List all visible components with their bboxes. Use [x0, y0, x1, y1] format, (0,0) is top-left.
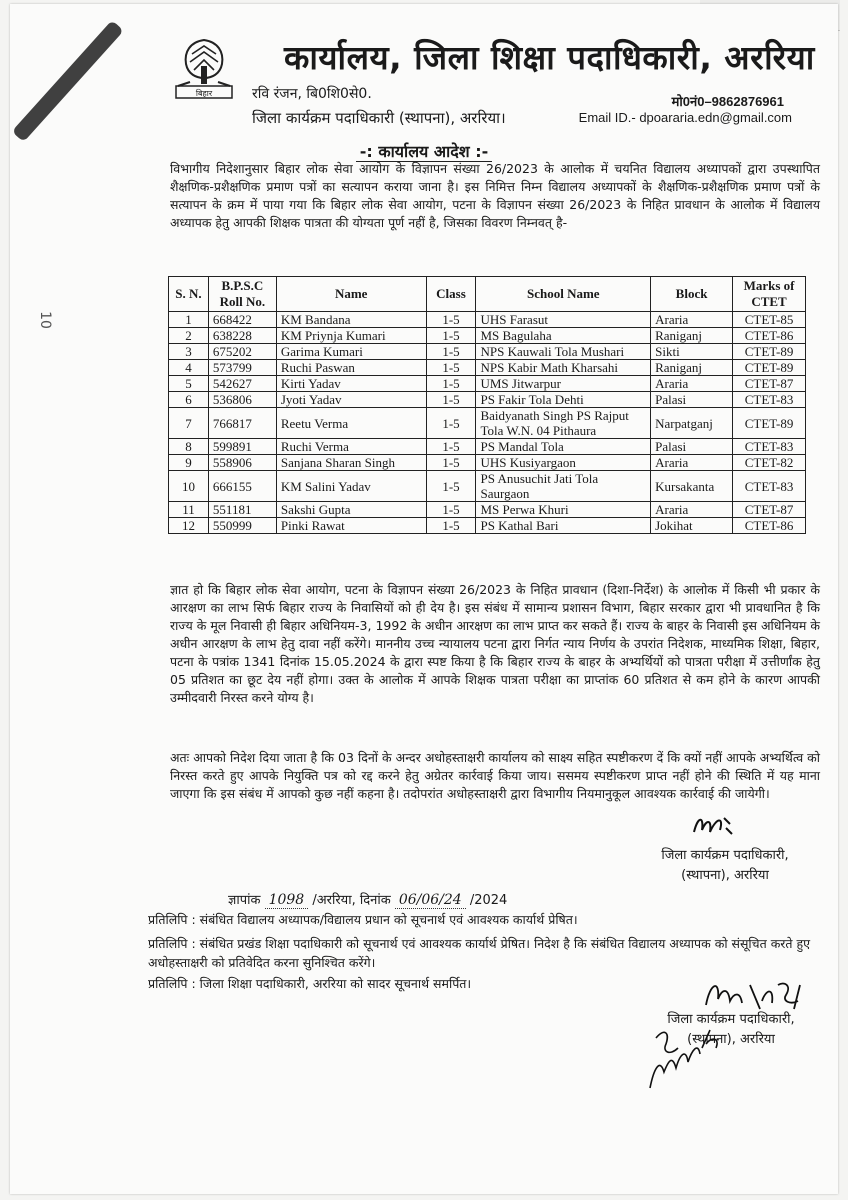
- cell-name: KM Salini Yadav: [276, 471, 426, 502]
- cell-class: 1-5: [426, 392, 476, 408]
- table-row: [169, 471, 806, 502]
- cell-class: 1-5: [426, 518, 476, 534]
- cell-name: Reetu Verma: [276, 408, 426, 439]
- cell-marks: CTET-83: [733, 471, 806, 502]
- cell-name: Ruchi Verma: [276, 439, 426, 455]
- cell-marks: CTET-89: [733, 360, 806, 376]
- cell-sn: 11: [169, 502, 209, 518]
- signatory-designation-2: जिला कार्यक्रम पदाधिकारी,: [667, 1012, 795, 1027]
- memo-date: 06/06/24: [395, 892, 466, 909]
- table-row: [169, 439, 806, 455]
- office-title: कार्यालय, जिला शिक्षा पदाधिकारी, अररिया: [284, 38, 815, 77]
- cell-sn: 6: [169, 392, 209, 408]
- cell-marks: CTET-85: [733, 312, 806, 328]
- cell-marks: CTET-83: [733, 392, 806, 408]
- cell-sn: 12: [169, 518, 209, 534]
- officer-name: रवि रंजन, बि0शि0से0.: [252, 86, 372, 102]
- cell-block: Sikti: [651, 344, 733, 360]
- cell-name: Pinki Rawat: [276, 518, 426, 534]
- paragraph-directive: अतः आपको निदेश दिया जाता है कि 03 दिनों के अन्दर अधोहस्ताक्षरी कार्यालय को साक्ष्य सहित स्पष्टीकरण दें कि क्यों नहीं आपके अभ्यर्थित्व को निरस्त करते हुए आपके नियुक्ति पत्र को रद्द करने हेतु अग्रेतर कार्रवाई किया जाय। ससमय स्पष्टीकरण प्राप्त नहीं होने की स्थिति में यह माना जाएगा कि इस संबंध में आपको कुछ नहीं कहना है। तदोपरांत अधोहस्ताक्षरी द्वारा विभागीय नियमानुकूल आवश्यक कार्रवाई की जायेगी।: [170, 750, 820, 801]
- cell-sn: 5: [169, 376, 209, 392]
- table-row: [169, 392, 806, 408]
- teacher-table: [168, 276, 806, 534]
- margin-page-mark: 10: [36, 311, 53, 329]
- cell-sn: 3: [169, 344, 209, 360]
- paragraph-intro: विभागीय निदेशानुसार बिहार लोक सेवा आयोग के विज्ञापन संख्या 26/2023 के आलोक में चयनित विद्यालय अध्यापकों द्वारा उपस्थापित शैक्षणिक-प्रशैक्षणिक प्रमाण पत्रों का सत्यापन कराया जाना है। इस निमित्त निम्न विद्यालय अध्यापकों के शैक्षणिक-प्रशैक्षणिक प्रमाण पत्रों के सत्यापन के क्रम में पाया गया कि बिहार लोक सेवा आयोग, पटना के विज्ञापन संख्या 26/2023 के निहित प्रावधान के आलोक में विद्यालय अध्यापक हेतु आपकी शिक्षक पात्रता की योग्यता पूर्ण नहीं है, जिसका विवरण निम्नवत् है-: [170, 161, 820, 230]
- memo-mid: /अररिया, दिनांक: [312, 893, 391, 908]
- cell-class: 1-5: [426, 360, 476, 376]
- cell-sn: 1: [169, 312, 209, 328]
- cell-school: PS Kathal Bari: [476, 518, 651, 534]
- cell-class: 1-5: [426, 328, 476, 344]
- signature-dated-scrawl: [640, 1018, 730, 1094]
- cell-name: Ruchi Paswan: [276, 360, 426, 376]
- cell-marks: CTET-86: [733, 328, 806, 344]
- paragraph-reservation: ज्ञात हो कि बिहार लोक सेवा आयोग, पटना के विज्ञापन संख्या 26/2023 के निहित प्रावधान (दिशा-निर्देश) के आलोक में किसी भी प्रकार के आरक्षण का लाभ सिर्फ बिहार राज्य के निवासियों को ही देय है। इस संबंध में सामान्य प्रशासन विभाग, बिहार सरकार द्वारा भी प्रावधानित है कि राज्य के मूल निवासी ही बिहार अधिनियम-3, 1992 के अधीन आरक्षण का लाभ प्राप्त कर सकते हैं। राज्य के बाहर के निवासी इस अधिनियम के अधीन आरक्षण के लाभ हेतु दावा नहीं करेंगे। माननीय उच्च न्यायालय पटना द्वारा निर्गत न्याय निर्णय के उपरांत निदेशक, माध्यमिक शिक्षा, बिहार, पटना के पत्रांक 1341 दिनांक 15.05.2024 के द्वारा स्पष्ट किया है कि बिहार राज्य के बाहर के अभ्यर्थियों को पात्रता परीक्षा में उत्तीर्णांक हेतु 05 प्रतिशत का छूट देय नहीं होगा। उक्त के आलोक में आपके शिक्षक पात्रता परीक्षा का प्राप्तांक 60 प्रतिशत से कम होने के कारण आपकी उम्मीदवारी निरस्त करने योग्य है।: [170, 582, 820, 705]
- copy-to-beo: प्रतिलिपि : संबंधित प्रखंड शिक्षा पदाधिकारी को सूचनार्थ एवं आवश्यक कार्यार्थ प्रेषित। निदेश है कि संबंधित विद्यालय अध्यापक को संसूचित करते हुए अधोहस्ताक्षरी को प्रतिवेदित करना सुनिश्चित करेंगे।: [148, 936, 811, 970]
- cell-block: Araria: [651, 376, 733, 392]
- cell-marks: CTET-83: [733, 439, 806, 455]
- signature-handwritten: [700, 975, 810, 1015]
- col-header-sn: S. N.: [169, 277, 209, 312]
- cell-marks: CTET-87: [733, 502, 806, 518]
- table-row: [169, 408, 806, 439]
- memo-year: /2024: [469, 893, 508, 908]
- col-header-school: School Name: [476, 277, 651, 312]
- col-header-name: Name: [276, 277, 426, 312]
- cell-class: 1-5: [426, 439, 476, 455]
- cell-class: 1-5: [426, 312, 476, 328]
- cell-school: NPS Kauwali Tola Mushari: [476, 344, 651, 360]
- cell-block: Araria: [651, 502, 733, 518]
- cell-school: MS Perwa Khuri: [476, 502, 651, 518]
- cell-school: MS Bagulaha: [476, 328, 651, 344]
- mobile-number: मो0नं0–9862876961: [671, 94, 784, 109]
- copy-to-deo: प्रतिलिपि : जिला शिक्षा पदाधिकारी, अररिया को सादर सूचनार्थ समर्पित।: [148, 976, 472, 991]
- cell-block: Raniganj: [651, 328, 733, 344]
- cell-name: Sanjana Sharan Singh: [276, 455, 426, 471]
- officer-designation: जिला कार्यक्रम पदाधिकारी (स्थापना), अररिया।: [252, 109, 506, 127]
- col-header-block: Block: [651, 277, 733, 312]
- cell-marks: CTET-87: [733, 376, 806, 392]
- cell-school: NPS Kabir Math Kharsahi: [476, 360, 651, 376]
- cell-roll: 551181: [208, 502, 276, 518]
- copy-to-teacher: प्रतिलिपि : संबंधित विद्यालय अध्यापक/विद्यालय प्रधान को सूचनार्थ एवं आवश्यक कार्यार्थ प्रेषित।: [148, 912, 578, 927]
- table-row: [169, 455, 806, 471]
- cell-roll: 558906: [208, 455, 276, 471]
- cell-marks: CTET-86: [733, 518, 806, 534]
- signatory-designation: जिला कार्यक्रम पदाधिकारी,: [661, 848, 789, 863]
- cell-roll: 573799: [208, 360, 276, 376]
- cell-school: UMS Jitwarpur: [476, 376, 651, 392]
- cell-roll: 550999: [208, 518, 276, 534]
- cell-class: 1-5: [426, 376, 476, 392]
- cell-school: PS Fakir Tola Dehti: [476, 392, 651, 408]
- letterhead: [172, 30, 815, 130]
- cell-school: UHS Kusiyargaon: [476, 455, 651, 471]
- table-row: [169, 360, 806, 376]
- cell-block: Araria: [651, 455, 733, 471]
- cell-sn: 8: [169, 439, 209, 455]
- cell-block: Raniganj: [651, 360, 733, 376]
- cell-marks: CTET-89: [733, 408, 806, 439]
- cell-block: Jokihat: [651, 518, 733, 534]
- table-row: [169, 518, 806, 534]
- cell-block: Palasi: [651, 439, 733, 455]
- cell-class: 1-5: [426, 344, 476, 360]
- cell-name: Kirti Yadav: [276, 376, 426, 392]
- col-header-roll: B.P.S.C Roll No.: [208, 277, 276, 312]
- cell-marks: CTET-82: [733, 455, 806, 471]
- cell-class: 1-5: [426, 502, 476, 518]
- col-header-class: Class: [426, 277, 476, 312]
- cell-sn: 4: [169, 360, 209, 376]
- table-row: [169, 312, 806, 328]
- cell-roll: 666155: [208, 471, 276, 502]
- table-row: [169, 502, 806, 518]
- memo-number: 1098: [265, 892, 309, 909]
- cell-block: Kursakanta: [651, 471, 733, 502]
- cell-name: KM Priynja Kumari: [276, 328, 426, 344]
- col-header-marks: Marks of CTET: [733, 277, 806, 312]
- cell-block: Palasi: [651, 392, 733, 408]
- cell-roll: 536806: [208, 392, 276, 408]
- cell-roll: 638228: [208, 328, 276, 344]
- email-address: Email ID.- dpoararia.edn@gmail.com: [578, 110, 792, 125]
- signature-initial: [690, 810, 734, 840]
- cell-roll: 766817: [208, 408, 276, 439]
- bihar-emblem-logo: [172, 36, 236, 102]
- cell-sn: 9: [169, 455, 209, 471]
- cell-class: 1-5: [426, 408, 476, 439]
- cell-class: 1-5: [426, 455, 476, 471]
- cell-name: Garima Kumari: [276, 344, 426, 360]
- signatory-block: [640, 846, 810, 886]
- order-heading: -: कार्यालय आदेश :-: [0, 140, 848, 162]
- cell-block: Narpatganj: [651, 408, 733, 439]
- memo-label: ज्ञापांक: [228, 893, 261, 908]
- cell-name: Jyoti Yadav: [276, 392, 426, 408]
- cell-roll: 599891: [208, 439, 276, 455]
- cell-school: PS Mandal Tola: [476, 439, 651, 455]
- signatory-office: (स्थापना), अररिया: [681, 868, 769, 883]
- cell-class: 1-5: [426, 471, 476, 502]
- table-body: [169, 312, 806, 534]
- table-row: [169, 328, 806, 344]
- cell-marks: CTET-89: [733, 344, 806, 360]
- cell-school: Baidyanath Singh PS Rajput Tola W.N. 04 Pithaura: [476, 408, 651, 439]
- cell-roll: 542627: [208, 376, 276, 392]
- cell-school: UHS Farasut: [476, 312, 651, 328]
- cell-sn: 2: [169, 328, 209, 344]
- table-header-row: [169, 277, 806, 312]
- cell-roll: 668422: [208, 312, 276, 328]
- memo-number-line: [228, 890, 507, 908]
- cell-school: PS Anusuchit Jati Tola Saurgaon: [476, 471, 651, 502]
- cell-block: Araria: [651, 312, 733, 328]
- cell-roll: 675202: [208, 344, 276, 360]
- cell-sn: 7: [169, 408, 209, 439]
- svg-text:बिहार: बिहार: [195, 89, 213, 98]
- signatory-office-2: (स्थापना), अररिया: [687, 1032, 775, 1047]
- table-row: [169, 376, 806, 392]
- table-row: [169, 344, 806, 360]
- cell-name: Sakshi Gupta: [276, 502, 426, 518]
- cell-name: KM Bandana: [276, 312, 426, 328]
- cell-sn: 10: [169, 471, 209, 502]
